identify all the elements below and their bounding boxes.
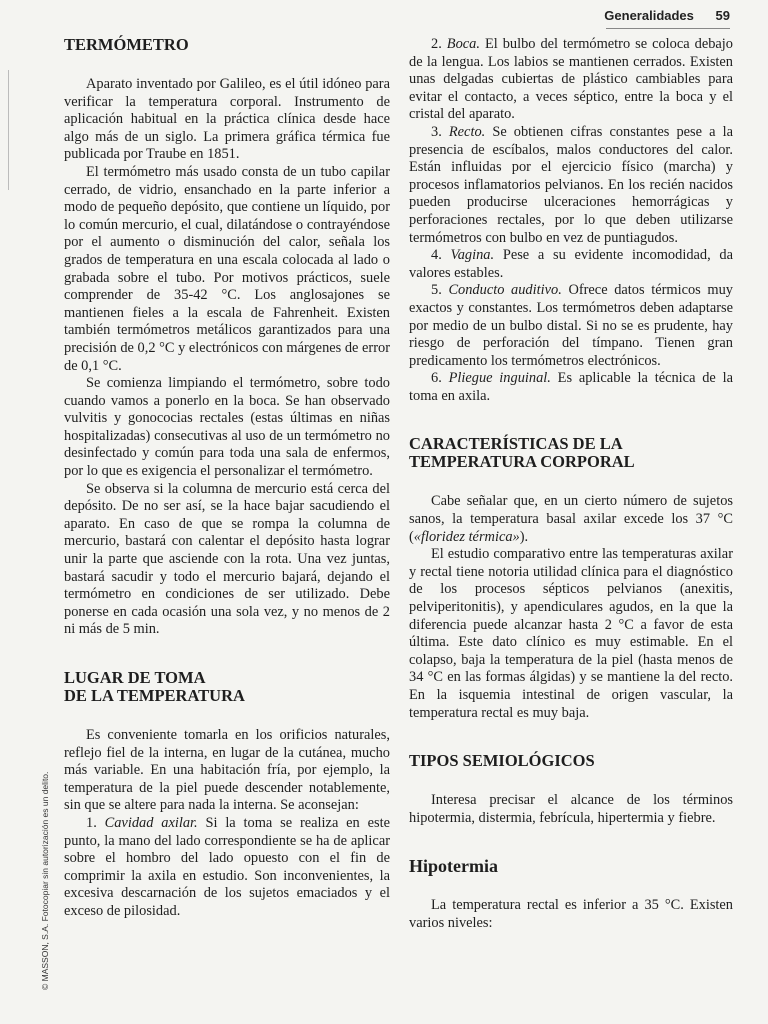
paragraph: Es conveniente tomarla en los orificios naturales, reflejo fiel de la interna, en lugar de la cutánea, mucho más variable. En una habitación fría, por ejemplo, la temperatura de la piel puede descender notablemente, sin que se altere para nada la interna. Se aconsejan: <box>64 727 390 814</box>
paragraph: Se comienza limpiando el termómetro, sobre todo cuando vamos a ponerlo en la boca. Se han observado vulvitis y gonococias rectales (estas últimas en niñas hospitalizadas) consecutivas al uso de un termómetro no desinfectado y común para toda una sala de enfermos, por lo que es exigencia el personalizar el termómetro. <box>64 375 390 480</box>
header-section: Generalidades <box>604 8 694 23</box>
list-item: 6. Pliegue inguinal. Es aplicable la técnica de la toma en axila. <box>409 370 733 404</box>
list-item: 3. Recto. Se obtienen cifras constantes pese a la presencia de escíbalos, malos conductores del calor. Están influidas por el ejercicio físico (marcha) y procesos inflamatorios pelvianos. En los recién nacidos pueden producirse ulceraciones hemorrágicas y perforaciones rectales, por lo que deben utilizarse termómetros con bulbo en vez de puntiagudos. <box>409 123 733 246</box>
paragraph: Se observa si la columna de mercurio está cerca del depósito. De no ser así, se la hace bajar sacudiendo el aparato. En caso de que se rompa la columna de mercurio, bastará con calentar el depósito hasta lograr unir la parte que asciende con la rota. Una vez juntas, bastará sacudir y todo el mercurio bajará, dejando el termómetro en condiciones de ser utilizado. Debe ponerse en cada ocasión una sola vez, y no menos de 2 ni más de 5 min. <box>64 480 390 638</box>
right-column <box>409 36 733 933</box>
paragraph: La temperatura rectal es inferior a 35 °C. Existen varios niveles: <box>409 897 733 931</box>
lugar-heading-line2: DE LA TEMPERATURA <box>64 686 245 705</box>
paragraph: El estudio comparativo entre las temperaturas axilar y rectal tiene notoria utilidad clínica para el diagnóstico de los procesos sépticos pelvianos (anexitis, pelviperitonitis), y apendiculares agudos, en la que la diferencia puede alcanzar hasta 2 °C a favor de esta última. Este dato clínico es muy estimable. En el colapso, baja la temperatura de la piel (hasta menos de 34 °C en las formas álgidas) y se mantiene la del recto. En la isquemia intestinal de origen vascular, la temperatura rectal es muy baja. <box>409 546 733 721</box>
tipos-heading: TIPOS SEMIOLÓGICOS <box>409 751 595 771</box>
paragraph: Interesa precisar el alcance de los términos hipotermia, distermia, febrícula, hipertermia y fiebre. <box>409 792 733 826</box>
copyright-notice: © MASSON, S.A. Fotocopiar sin autorización es un delito. <box>40 771 50 990</box>
paragraph: Cabe señalar que, en un cierto número de sujetos sanos, la temperatura basal axilar excede los 37 °C («floridez térmica»). <box>409 493 733 545</box>
lugar-heading-line1: LUGAR DE TOMA <box>64 668 206 687</box>
caracteristicas-heading-line2: TEMPERATURA CORPORAL <box>409 452 635 472</box>
termometro-heading: TERMÓMETRO <box>64 35 189 54</box>
lugar-heading <box>64 669 390 705</box>
paragraph: Aparato inventado por Galileo, es el útil idóneo para verificar la temperatura corporal. Instrumento de aplicación habitual en la práctica clínica desde hace algo más de un siglo. La primera gráfica térmica fue publicada por Traube en 1851. <box>64 76 390 163</box>
list-item: 4. Vagina. Pese a su evidente incomodidad, da valores estables. <box>409 247 733 281</box>
list-item: 1. Cavidad axilar. Si la toma se realiza en este punto, la mano del lado correspondiente se ha de aplicar sobre el hombro del lado opuesto con el fin de comprimir la axila en estudio. Son inconvenientes, la excesiva descarnación de los sujetos emaciados y el exceso de pilosidad. <box>64 814 390 919</box>
caracteristicas-heading-line1: CARACTERÍSTICAS DE LA <box>409 434 623 454</box>
list-item: 2. Boca. El bulbo del termómetro se coloca debajo de la lengua. Los labios se mantienen cerrados. Existen unas delgadas cubiertas de plástico cambiables para evitar el contacto, a veces séptico, entre la boca y el cristal del aparato. <box>409 36 733 123</box>
running-header <box>604 8 730 23</box>
header-rule <box>606 28 730 29</box>
margin-mark <box>8 70 9 190</box>
list-item: 5. Conducto auditivo. Ofrece datos térmicos muy exactos y constantes. Los termómetros deben adaptarse por medio de un bulbo distal. Si no se es prudente, hay riesgo de perforación del tímpano. Tienen gran predicamento los termómetros electrónicos. <box>409 282 733 369</box>
page-number: 59 <box>715 8 730 23</box>
left-column <box>64 36 390 921</box>
hipotermia-heading: Hipotermia <box>409 856 498 877</box>
paragraph: El termómetro más usado consta de un tubo capilar cerrado, de vidrio, ensanchado en la parte inferior a modo de pequeño depósito, que contiene un líquido, por lo común mercurio, el cual, dilatándose o contrayéndose por el aumento o disminución del calor, señala los grados de temperatura en una escala colocada al lado o grabada sobre el tubo. Por motivos prácticos, suele comprender de 35-42 °C. Los anglosajones se mantienen fieles a la escala de Fahrenheit. Existen también termómetros metálicos garantizados para una precisión de 0,2 °C y electrónicos con márgenes de error de 0,1 °C. <box>64 163 390 374</box>
caracteristicas-heading <box>409 435 733 471</box>
